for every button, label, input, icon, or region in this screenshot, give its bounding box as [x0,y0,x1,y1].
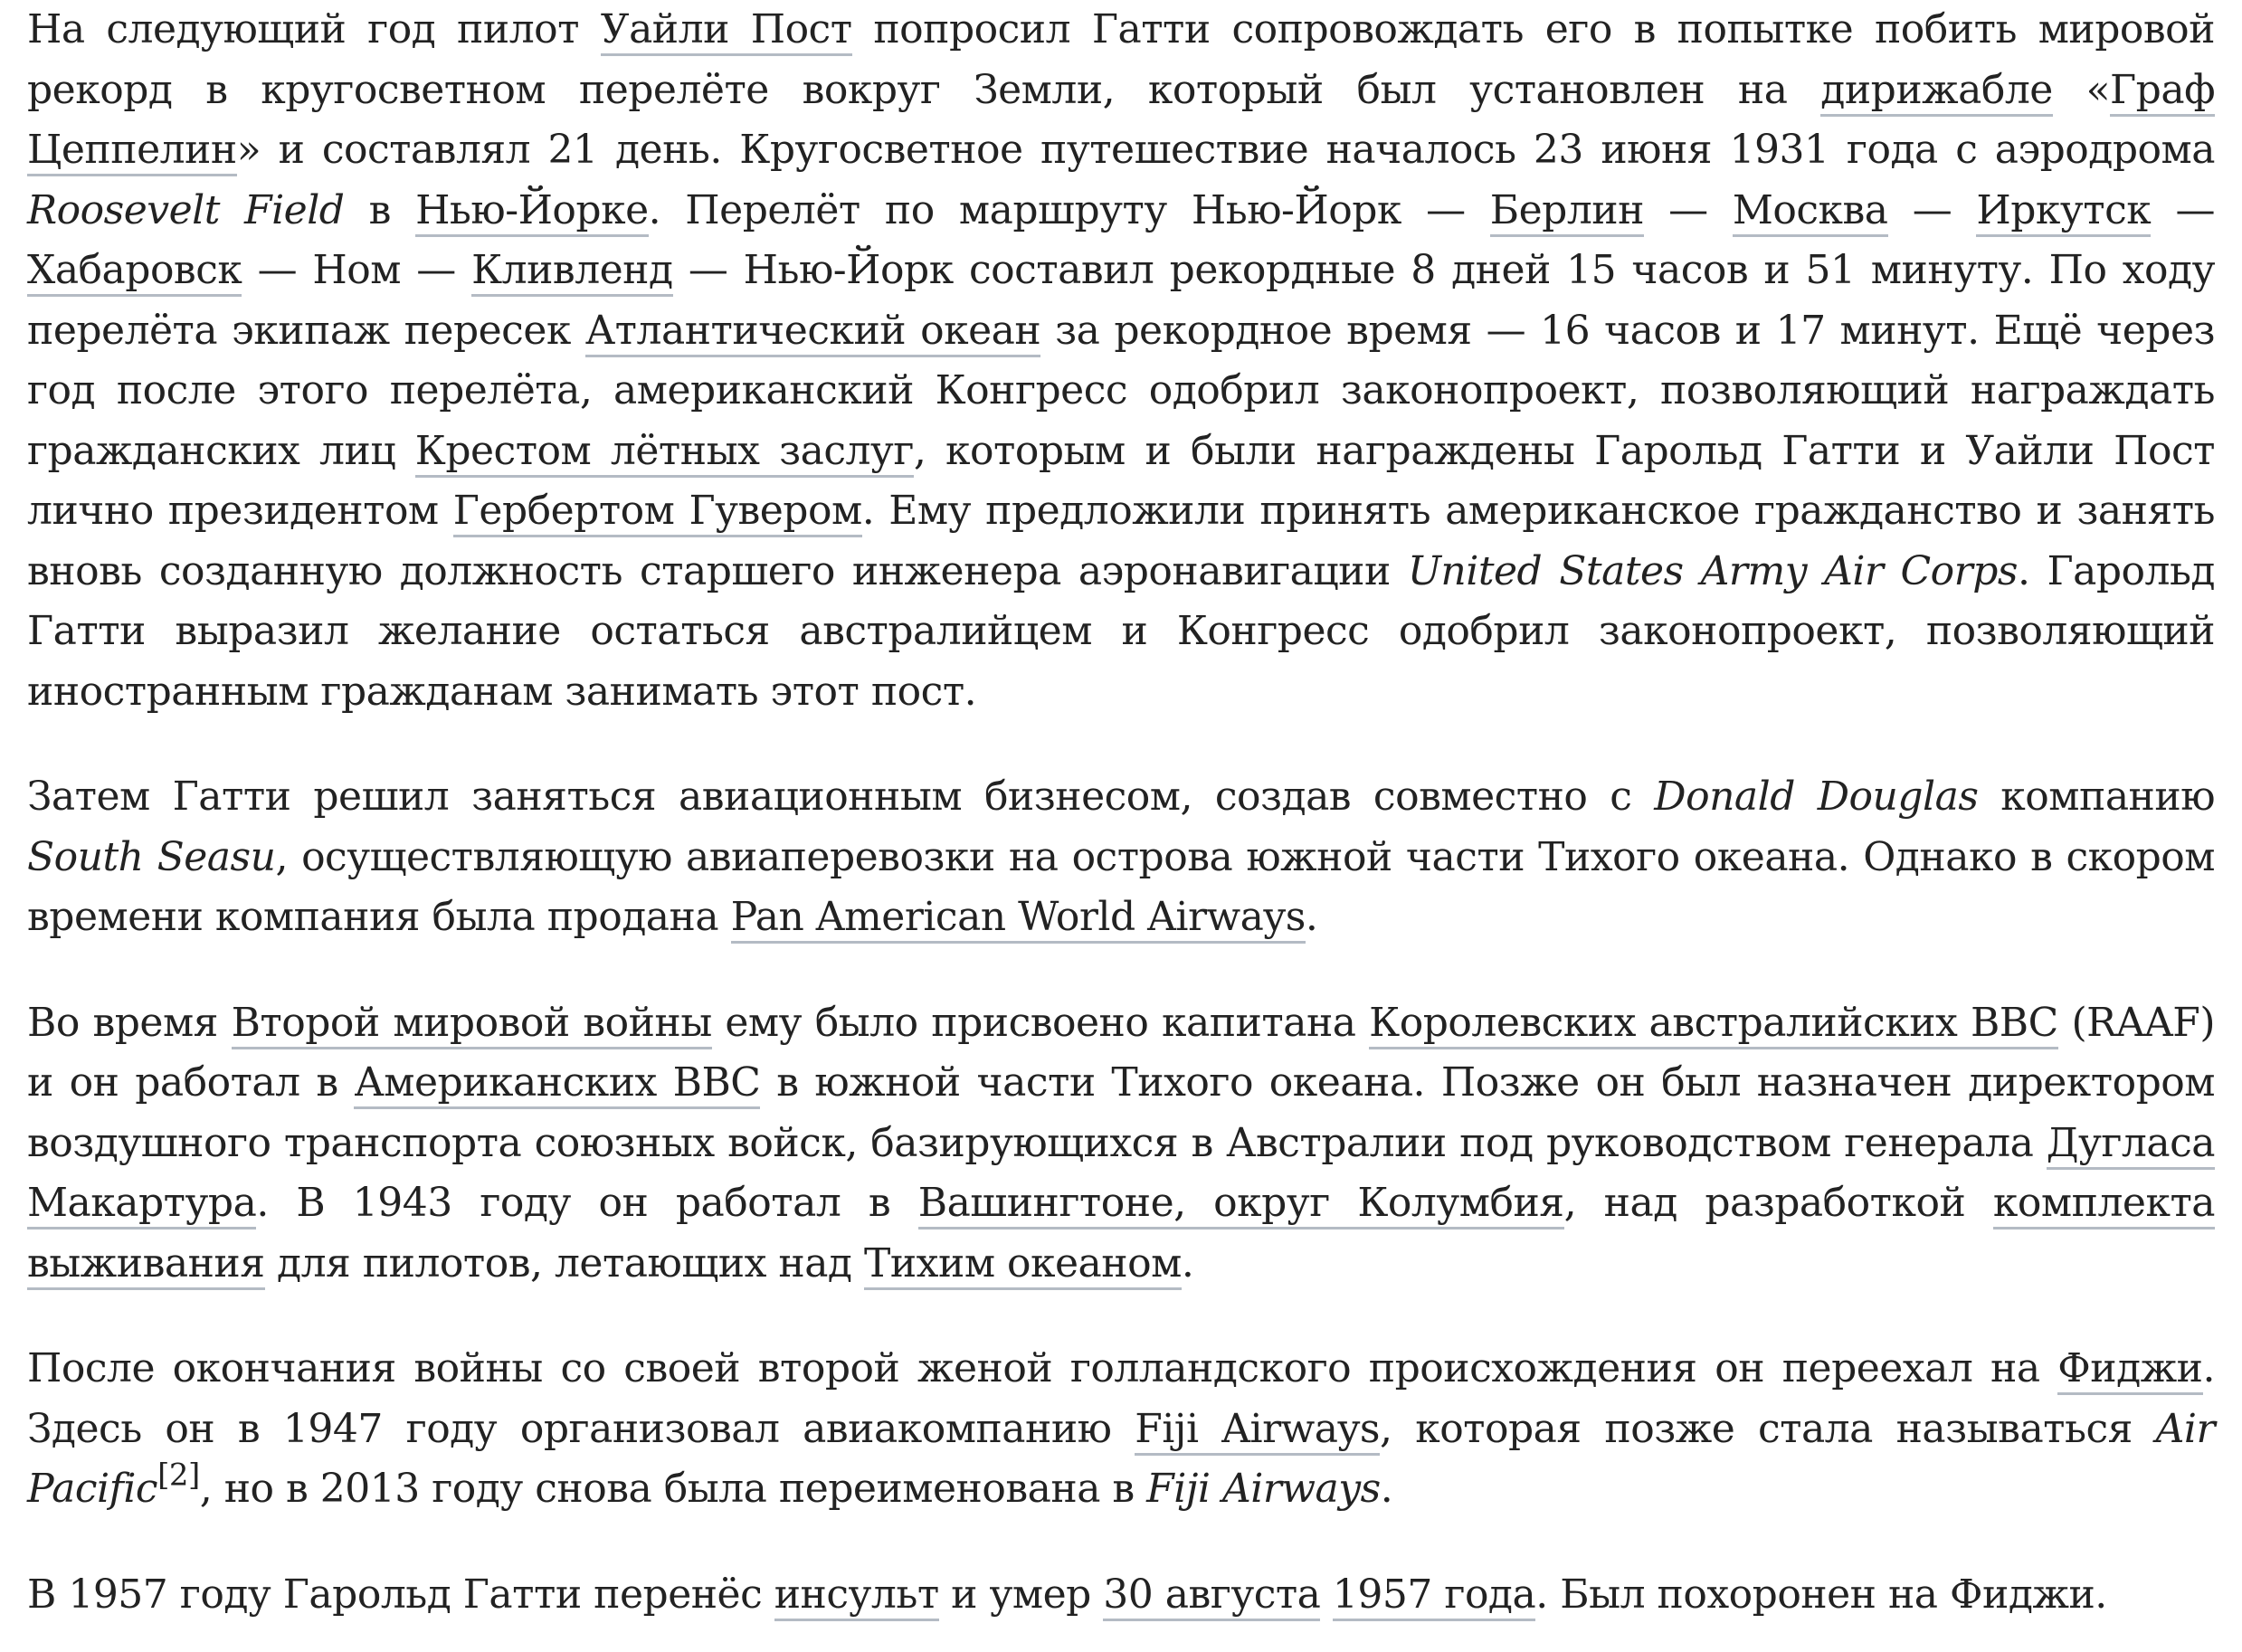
text-run: в [344,186,416,233]
text-run: . Ему предложили принять американское гражданство и занять вновь созданную должность старшего инженера аэронавигации [27,488,2216,594]
link-year-1957[interactable]: 1957 года [1333,1571,1535,1621]
link-new-york[interactable]: Нью-Йорке [415,187,649,237]
text-run: . Гарольд Гатти выразил желание остаться австралийцем и Конгресс одобрил законопроект, позволяющий иностранным гражданам занимать этот пост. [27,547,2215,715]
italic-south-seasu: South Seasu [27,833,276,880]
text-run: , которым и были награждены Гарольд Гатти и Уайли Пост лично президентом [27,427,2215,534]
link-cleveland[interactable]: Кливленд [471,247,673,297]
text-run: , осуществляющую авиаперевозки на острова южной части Тихого океана. Однако в скором времени компания была продана [27,833,2215,940]
text-run: , но в 2013 году снова была переименована в [199,1466,1147,1512]
text-run: После окончания войны со своей второй женой голландского происхождения он переехал на [27,1345,2058,1391]
text-run: . [1380,1466,1393,1512]
text-run: На следующий год пилот [27,6,601,52]
link-graf-zeppelin[interactable]: Граф Цеппелин [27,67,2215,177]
link-fiji-airways[interactable]: Fiji Airways [1135,1406,1380,1456]
link-wiley-post[interactable]: Уайли Пост [601,6,852,56]
link-usaaf[interactable]: Американских ВВС [354,1059,760,1109]
link-survival-kit[interactable]: комплекта выживания [27,1180,2215,1290]
link-distinguished-flying-cross[interactable]: Крестом лётных заслуг [415,428,914,478]
link-pacific-ocean[interactable]: Тихим океаном [864,1240,1182,1290]
text-run: — [1887,186,1977,233]
italic-roosevelt-field: Roosevelt Field [27,186,345,233]
text-run: — Ном — [242,247,472,293]
link-irkutsk[interactable]: Иркутск [1976,187,2151,237]
text-run: в южной части Тихого океана. Позже он был назначен директором воздушного транспорта союзных войск, базирующихся в Австралии под руководством генерала [27,1059,2215,1166]
link-pan-american[interactable]: Pan American World Airways [731,894,1306,944]
link-raaf[interactable]: Королевских австралийских ВВС [1369,1000,2058,1049]
text-run: , которая позже стала называться [1379,1405,2156,1452]
text-run: . Здесь он в 1947 году организовал авиакомпанию [27,1345,2215,1452]
paragraph-death [27,1565,2215,1626]
text-run: — Нью-Йорк составил рекордные 8 дней 15 часов и 51 минуту. По ходу перелёта экипаж пересек [27,247,2216,354]
text-run: Затем Гатти решил заняться авиационным бизнесом, создав совместно с [27,774,1655,820]
link-august-30[interactable]: 30 августа [1103,1571,1320,1621]
paragraph-fiji [27,1339,2215,1520]
text-run: . Был похоронен на Фиджи. [1535,1571,2107,1618]
paragraph-aviation-business [27,767,2215,948]
italic-donald-douglas: Donald Douglas [1654,774,1979,820]
text-run: . [1305,894,1318,940]
text-run: ему было присвоено капитана [711,999,1370,1046]
link-khabarovsk[interactable]: Хабаровск [27,247,242,297]
text-run: . [1181,1239,1194,1286]
text-run: . В 1943 году он работал в [256,1180,918,1226]
text-run: , над разработкой [1563,1180,1993,1226]
link-washington-dc[interactable]: Вашингтоне, округ Колумбия [918,1180,1564,1230]
link-herbert-hoover[interactable]: Гербертом Гувером [453,488,862,537]
text-run: Во время [27,999,232,1046]
text-run: за рекордное время — 16 часов и 17 минут. Ещё через год после этого перелёта, американский Конгресс одобрил законопроект, позволяющий награждать гражданских лиц [27,307,2215,474]
link-fiji[interactable]: Фиджи [2057,1345,2202,1395]
text-run: для пилотов, летающих над [264,1239,864,1286]
link-berlin[interactable]: Берлин [1490,187,1644,237]
text-run: попросил Гатти сопровождать его в попытке побить мировой рекорд в кругосветном перелёте вокруг Земли, который был установлен на [27,6,2215,113]
italic-air-pacific: Air Pacific [27,1405,2216,1512]
text-run: « [2052,66,2111,113]
italic-army-air-corps: United States Army Air Corps [1407,547,2018,594]
italic-fiji-airways: Fiji Airways [1146,1466,1381,1512]
text-run: и умер [938,1571,1104,1618]
text-run: . Перелёт по маршруту Нью-Йорк — [648,186,1490,233]
text-run [1320,1571,1333,1618]
link-airship[interactable]: дирижабле [1820,67,2053,117]
link-moscow[interactable]: Москва [1733,187,1888,237]
link-atlantic-ocean[interactable]: Атлантический океан [585,308,1040,357]
text-run: (RAAF) и он работал в [27,999,2215,1106]
link-stroke[interactable]: инсульт [774,1571,939,1621]
text-run: — [2151,186,2215,233]
link-douglas-macarthur[interactable]: Дугласа Макартура [27,1120,2215,1230]
text-run: В 1957 году Гарольд Гатти перенёс [27,1571,774,1618]
paragraph-world-war-two [27,993,2215,1295]
link-world-war-two[interactable]: Второй мировой войны [232,1000,712,1049]
article-body [27,0,2215,1625]
paragraph-round-the-world-flight [27,0,2215,722]
text-run: — [1643,186,1733,233]
reference-link[interactable]: [2] [157,1457,200,1494]
text-run: » и составлял 21 день. Кругосветное путешествие началось 23 июня 1931 года с аэродрома [236,127,2215,173]
text-run: компанию [1978,774,2216,820]
